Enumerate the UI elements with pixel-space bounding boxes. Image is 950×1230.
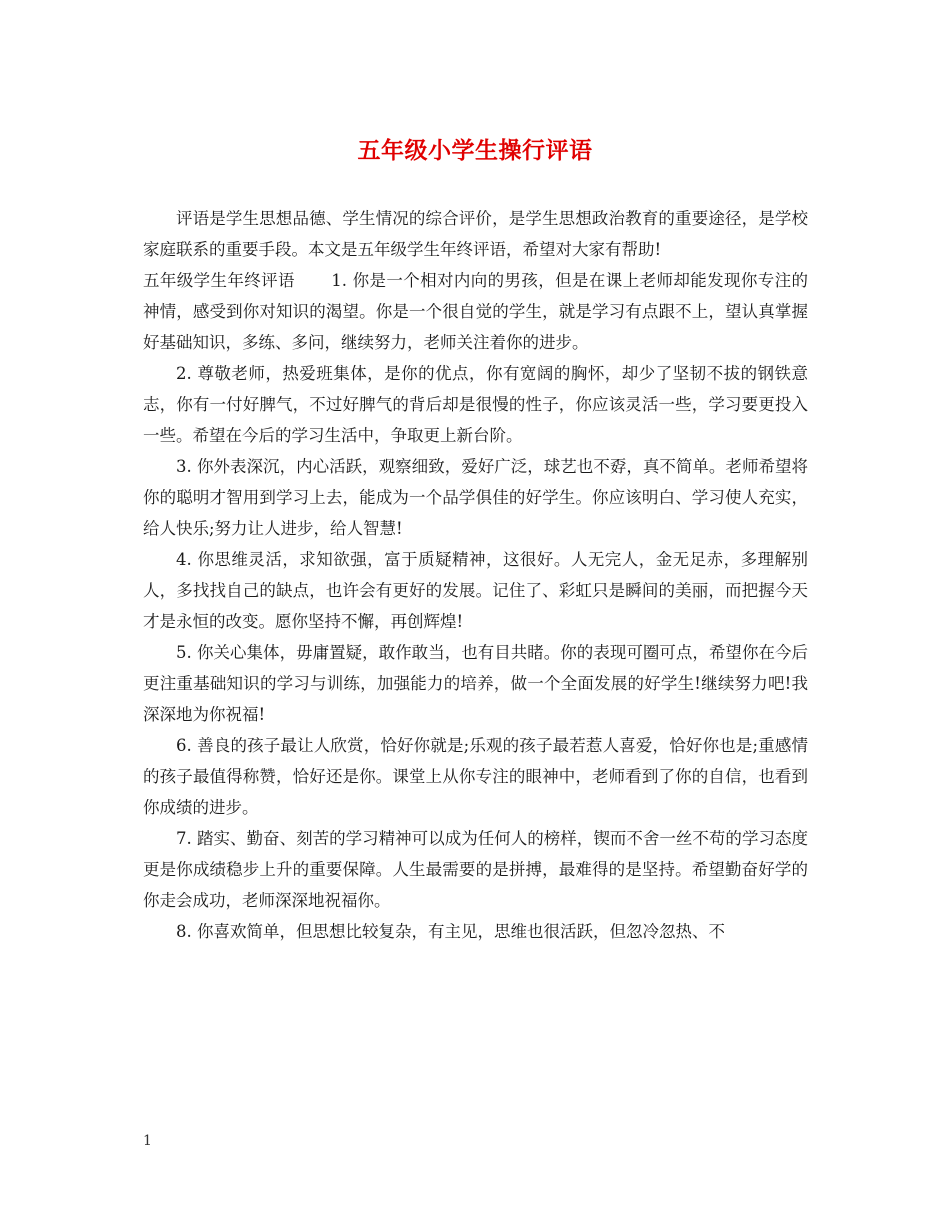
comment-3: 3. 你外表深沉，内心活跃，观察细致，爱好广泛，球艺也不孬，真不简单。老师希望将你的聪明才智用到学习上去，能成为一个品学俱佳的好学生。你应该明白、学习使人充实，给人快乐;努力让人进步，给人智慧!	[143, 457, 808, 538]
comment-8: 8. 你喜欢简单，但思想比较复杂，有主见，思维也很活跃，但忽冷忽热、不	[176, 922, 725, 941]
document-body	[143, 203, 808, 947]
comment-7: 7. 踏实、勤奋、刻苦的学习精神可以成为任何人的榜样，锲而不舍一丝不苟的学习态度更是你成绩稳步上升的重要保障。人生最需要的是拼搏，最难得的是坚持。希望勤奋好学的你走会成功，老师深深地祝福你。	[143, 829, 808, 910]
comment-1: 1. 你是一个相对内向的男孩，但是在课上老师却能发现你专注的神情，感受到你对知识的渴望。你是一个很自觉的学生，就是学习有点跟不上，望认真掌握好基础知识，多练、多问，继续努力，老师关注着你的进步。	[143, 271, 808, 352]
comment-2: 2. 尊敬老师，热爱班集体，是你的优点，你有宽阔的胸怀，却少了坚韧不拔的钢铁意志，你有一付好脾气，不过好脾气的背后却是很慢的性子，你应该灵活一些，学习要更投入一些。希望在今后的学习生活中，争取更上新台阶。	[143, 364, 808, 445]
document-title: 五年级小学生操行评语	[357, 137, 593, 164]
section-heading: 五年级学生年终评语	[143, 271, 295, 290]
intro-paragraph: 评语是学生思想品德、学生情况的综合评价，是学生思想政治教育的重要途径，是学校家庭联系的重要手段。本文是五年级学生年终评语，希望对大家有帮助!	[143, 209, 808, 259]
section-first-paragraph	[143, 265, 808, 358]
page-number: 1	[143, 1133, 152, 1149]
comment-5: 5. 你关心集体，毋庸置疑，敢作敢当，也有目共睹。你的表现可圈可点，希望你在今后更注重基础知识的学习与训练，加强能力的培养，做一个全面发展的好学生!继续努力吧!我深深地为你祝福!	[143, 643, 808, 724]
comment-6: 6. 善良的孩子最让人欣赏，恰好你就是;乐观的孩子最若惹人喜爱，恰好你也是;重感情的孩子最值得称赞，恰好还是你。课堂上从你专注的眼神中，老师看到了你的自信，也看到你成绩的进步。	[143, 736, 808, 817]
comment-4: 4. 你思维灵活，求知欲强，富于质疑精神，这很好。人无完人，金无足赤，多理解别人，多找找自己的缺点，也许会有更好的发展。记住了、彩虹只是瞬间的美丽，而把握今天才是永恒的改变。愿你坚持不懈，再创辉煌!	[143, 550, 808, 631]
